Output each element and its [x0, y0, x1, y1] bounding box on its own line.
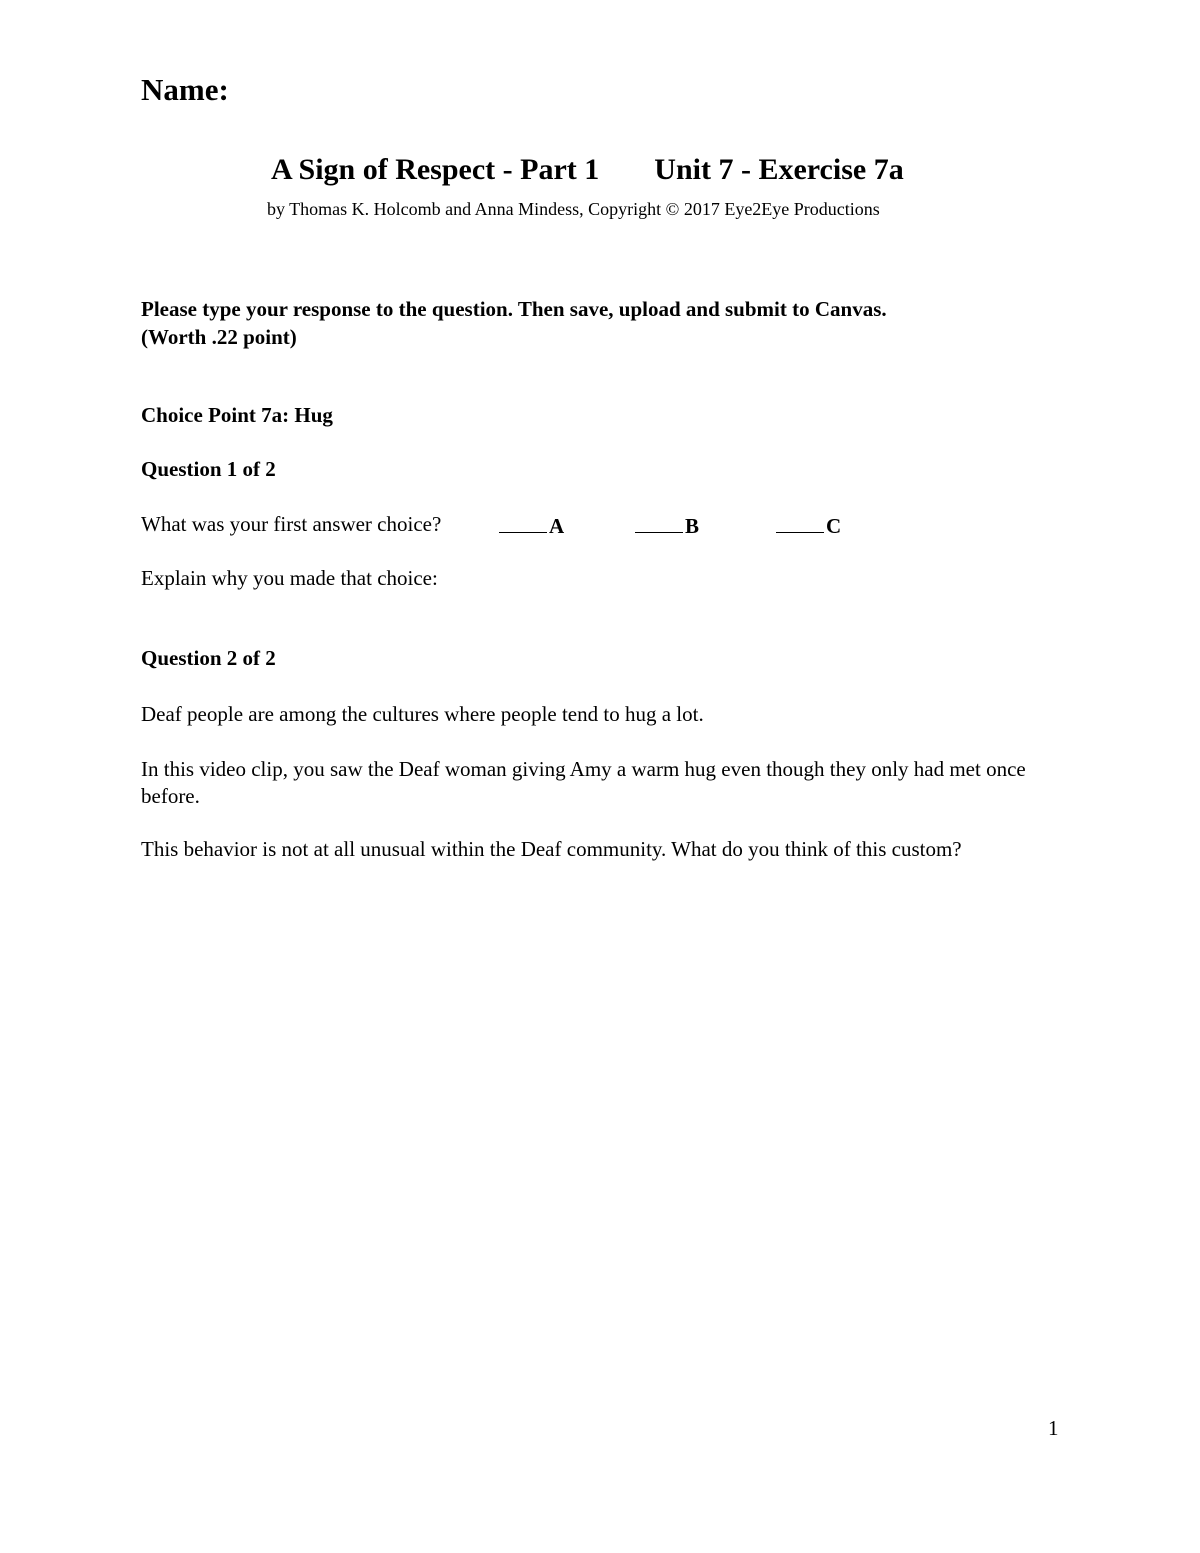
- choice-c-label: C: [826, 514, 842, 538]
- unit-exercise-label: Unit 7 - Exercise 7a: [654, 153, 904, 186]
- question-1-heading: Question 1 of 2: [141, 457, 276, 481]
- question-1-answer-row: [141, 512, 842, 538]
- question-1-prompt: What was your first answer choice?: [141, 512, 442, 536]
- choice-b[interactable]: [635, 512, 699, 539]
- choice-point-heading: Choice Point 7a: Hug: [141, 403, 333, 427]
- choice-a-blank[interactable]: [499, 512, 547, 533]
- document-title-row: [271, 153, 904, 187]
- choice-a[interactable]: [499, 512, 564, 539]
- instructions-line-2: (Worth .22 point): [141, 325, 297, 349]
- choice-b-label: B: [685, 514, 700, 538]
- question-2-paragraph-1: Deaf people are among the cultures where people tend to hug a lot.: [141, 702, 704, 726]
- instructions-line-1: Please type your response to the question. Then save, upload and submit to Canvas.: [141, 297, 887, 321]
- instructions: [141, 295, 1041, 351]
- question-2-heading: Question 2 of 2: [141, 646, 276, 670]
- explain-prompt: Explain why you made that choice:: [141, 566, 438, 590]
- choice-c[interactable]: [776, 512, 841, 539]
- name-label: Name:: [141, 72, 229, 107]
- choice-a-label: A: [549, 514, 565, 538]
- question-2-paragraph-2: In this video clip, you saw the Deaf woman giving Amy a warm hug even though they only had met once before.: [141, 757, 1026, 808]
- question-2-paragraph-3: This behavior is not at all unusual within the Deaf community. What do you think of this custom?: [141, 837, 962, 861]
- choice-b-blank[interactable]: [635, 512, 683, 533]
- choice-c-blank[interactable]: [776, 512, 824, 533]
- byline: by Thomas K. Holcomb and Anna Mindess, Copyright © 2017 Eye2Eye Productions: [267, 199, 880, 219]
- document-title: A Sign of Respect - Part 1: [271, 153, 600, 186]
- page-number: 1: [1048, 1416, 1059, 1440]
